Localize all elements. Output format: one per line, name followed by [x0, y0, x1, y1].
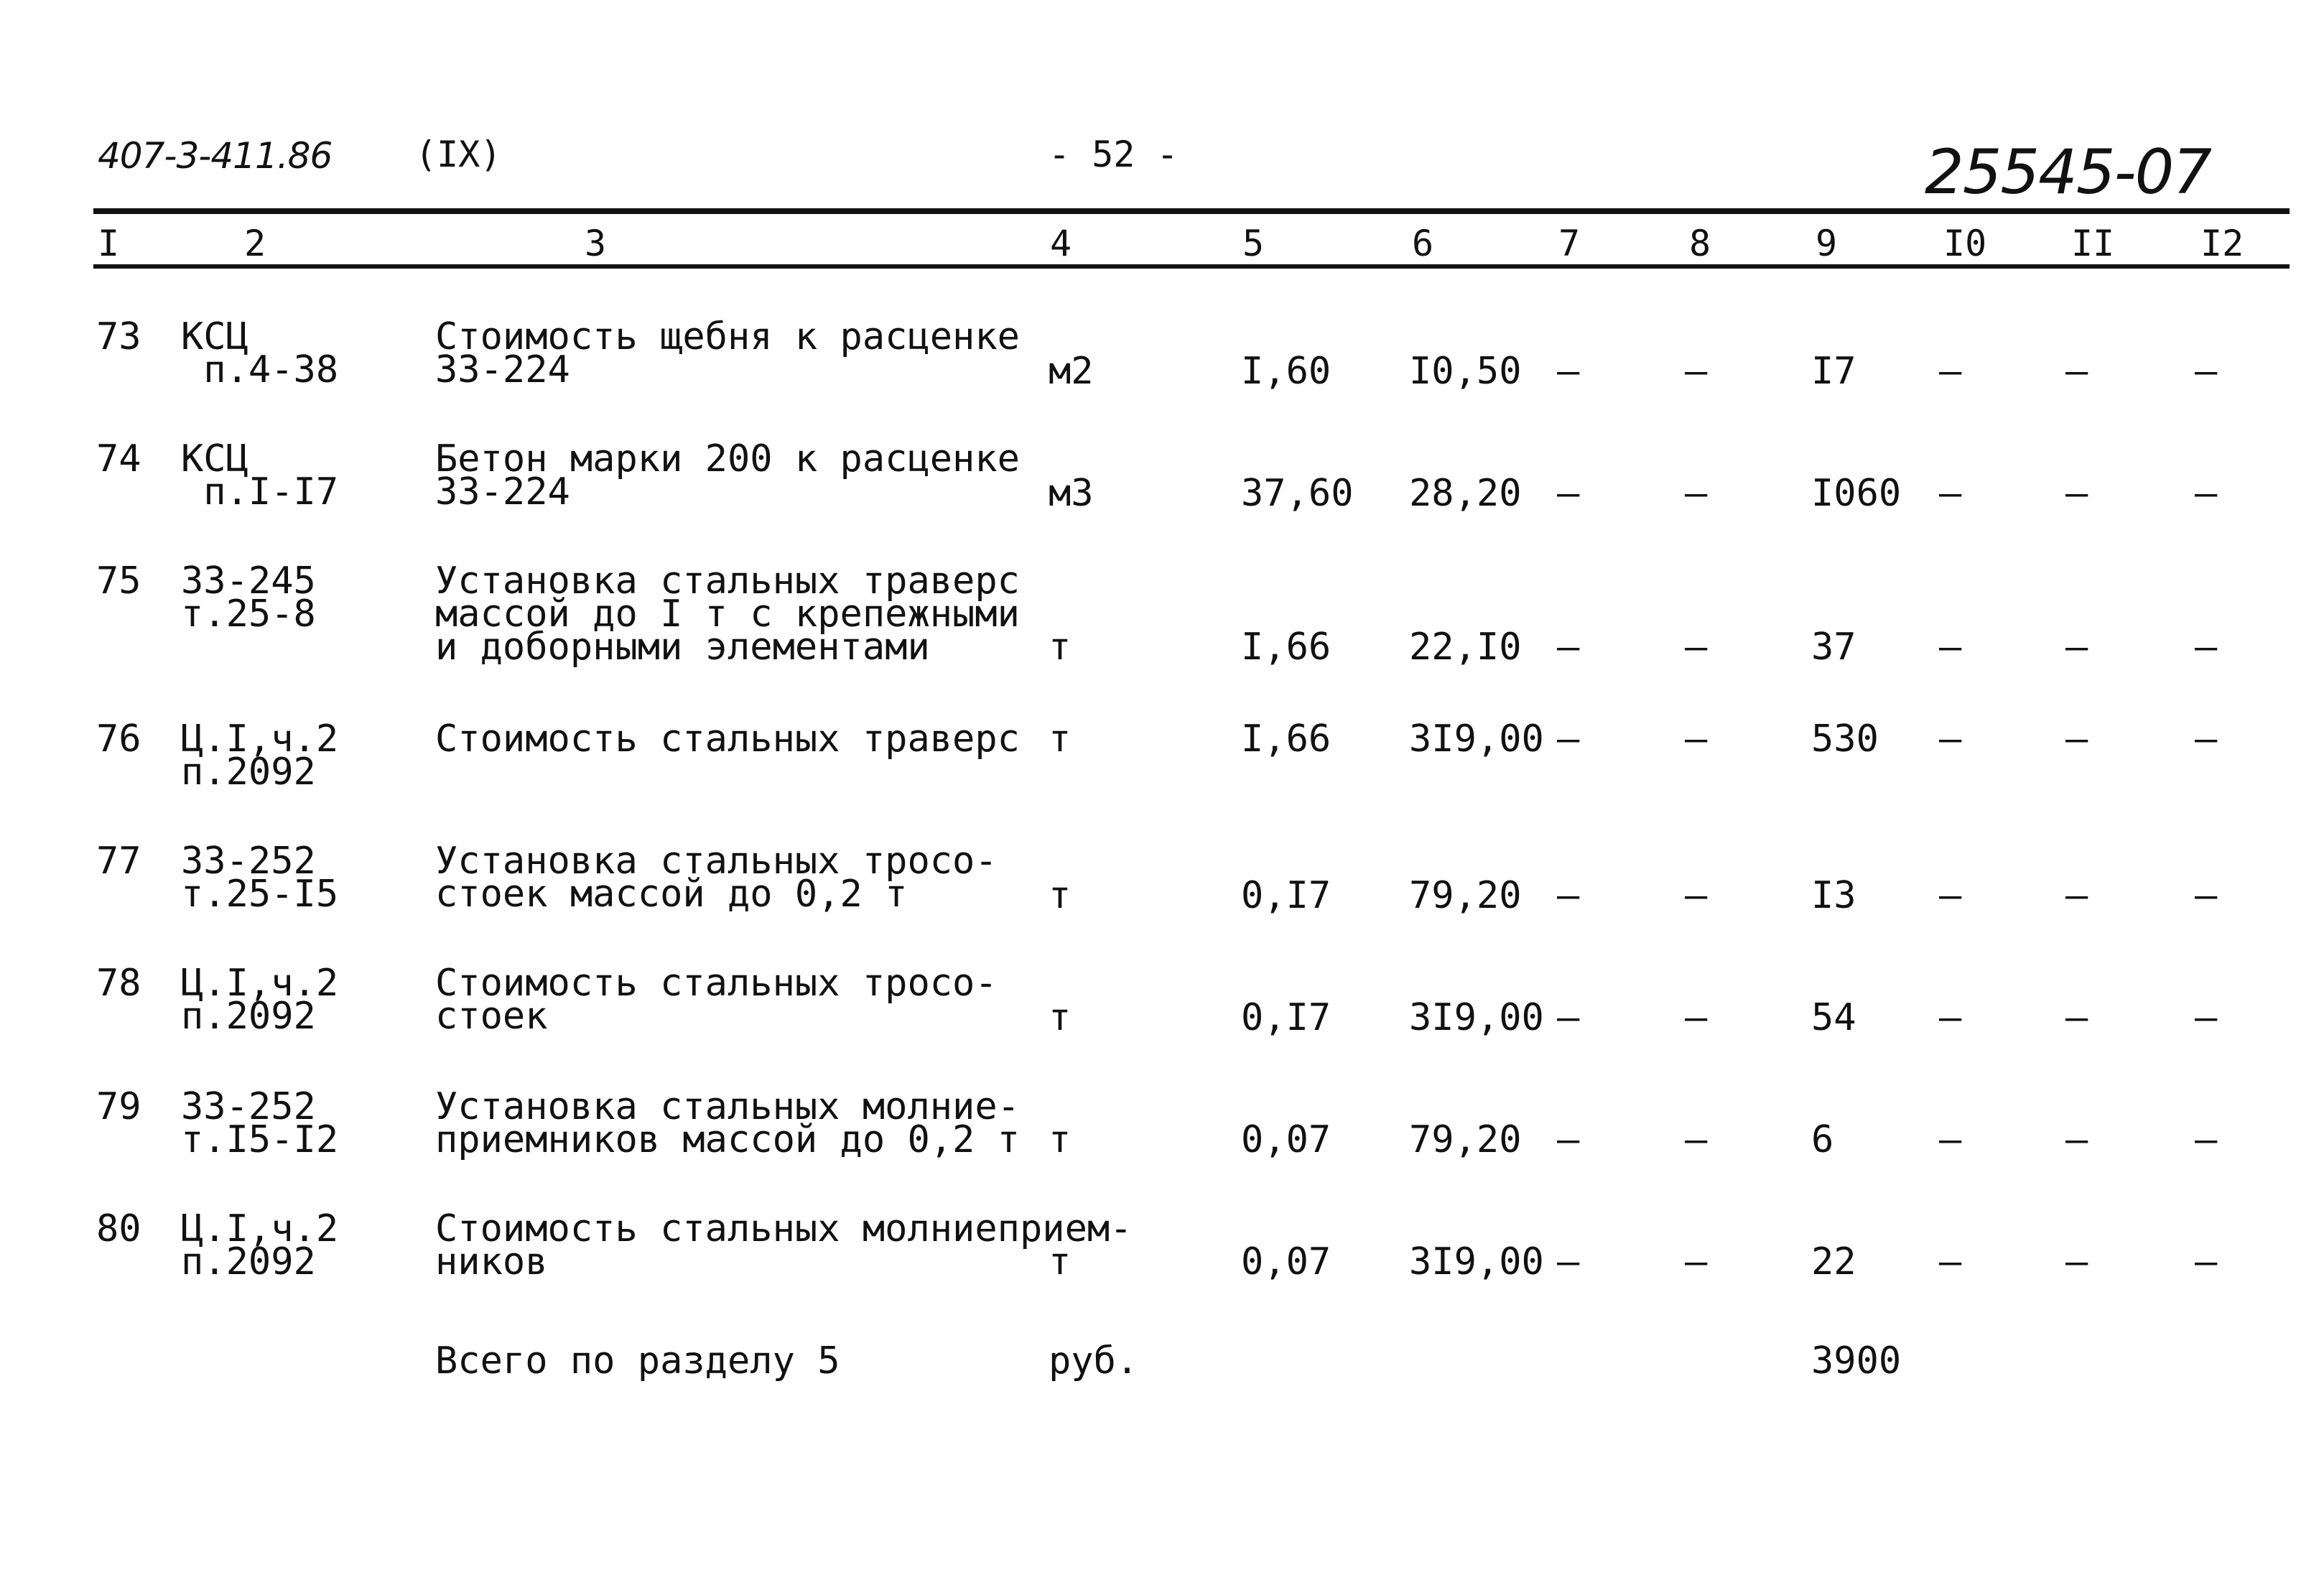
unit-price: 3I9,00	[1409, 996, 1544, 1039]
work-description: Установка стальных молние- приемников массой до 0,2 т	[435, 1085, 1020, 1161]
unit-price: 79,20	[1409, 1118, 1522, 1161]
column-8-dash: –	[1685, 996, 1708, 1039]
row-number: 73	[96, 315, 141, 358]
column-7-dash: –	[1557, 626, 1580, 669]
column-number: I0	[1943, 223, 1987, 264]
column-12-dash: –	[2195, 1240, 2218, 1283]
column-11-dash: –	[2065, 350, 2088, 393]
unit-of-measure: т	[1049, 1118, 1072, 1161]
total-cost: 22	[1811, 1240, 1856, 1283]
column-12-dash: –	[2195, 1118, 2218, 1161]
row-number: 80	[96, 1207, 141, 1250]
column-8-dash: –	[1685, 1118, 1708, 1161]
column-number: I2	[2200, 223, 2244, 264]
column-number: 4	[1050, 223, 1072, 264]
work-description: Стоимость стальных молниеприем- ников	[435, 1207, 1133, 1283]
column-12-dash: –	[2195, 626, 2218, 669]
column-number: 9	[1816, 223, 1838, 264]
quantity: 0,I7	[1241, 996, 1331, 1039]
quantity: 0,07	[1241, 1118, 1331, 1161]
column-10-dash: –	[1939, 874, 1962, 917]
quantity: I,66	[1241, 717, 1331, 761]
column-11-dash: –	[2065, 472, 2088, 515]
work-description: Стоимость щебня к расценке 33-224	[435, 315, 1020, 391]
work-description: Стоимость стальных траверс	[435, 717, 1020, 761]
rate-code: Ц.I,ч.2 п.2092	[181, 717, 339, 794]
column-7-dash: –	[1557, 472, 1580, 515]
rate-code: Ц.I,ч.2 п.2092	[181, 962, 339, 1038]
unit-of-measure: т	[1049, 717, 1072, 761]
column-8-dash: –	[1685, 1240, 1708, 1283]
column-8-dash: –	[1685, 717, 1708, 761]
total-cost: 6	[1811, 1118, 1834, 1161]
column-11-dash: –	[2065, 717, 2088, 761]
column-11-dash: –	[2065, 626, 2088, 669]
row-number: 78	[96, 962, 141, 1005]
unit-price: 3I9,00	[1409, 1240, 1544, 1283]
unit-price: 79,20	[1409, 874, 1522, 917]
quantity: 37,60	[1241, 472, 1354, 515]
rate-code: 33-252 т.25-I5	[181, 840, 339, 916]
quantity: I,66	[1241, 626, 1331, 669]
quantity: 0,07	[1241, 1240, 1331, 1283]
unit-of-measure: т	[1049, 996, 1072, 1039]
quantity: 0,I7	[1241, 874, 1331, 917]
unit-price: 28,20	[1409, 472, 1522, 515]
work-description: Установка стальных тросо- стоек массой до 0,2 т	[435, 840, 998, 916]
total-cost: I060	[1811, 472, 1902, 515]
total-cost: 54	[1811, 996, 1856, 1039]
total-cost: 37	[1811, 626, 1856, 669]
column-12-dash: –	[2195, 996, 2218, 1039]
column-10-dash: –	[1939, 996, 1962, 1039]
unit-price: 3I9,00	[1409, 717, 1544, 761]
unit-price: 22,I0	[1409, 626, 1522, 669]
row-number: 77	[96, 840, 141, 883]
column-7-dash: –	[1557, 717, 1580, 761]
column-number: 5	[1242, 223, 1265, 264]
page-number: - 52 -	[1049, 134, 1179, 175]
column-10-dash: –	[1939, 1118, 1962, 1161]
row-number: 74	[96, 437, 141, 480]
column-7-dash: –	[1557, 1240, 1580, 1283]
column-number: II	[2071, 223, 2115, 264]
column-number: 3	[585, 223, 607, 264]
inventory-number-handwritten: 25545-07	[1925, 136, 2211, 208]
rate-code: КСЦ п.4-38	[181, 315, 339, 391]
column-12-dash: –	[2195, 350, 2218, 393]
row-number: 75	[96, 559, 141, 603]
top-rule	[93, 208, 2290, 214]
column-10-dash: –	[1939, 472, 1962, 515]
column-7-dash: –	[1557, 350, 1580, 393]
quantity: I,60	[1241, 350, 1331, 393]
unit-of-measure: м3	[1049, 472, 1094, 515]
column-10-dash: –	[1939, 626, 1962, 669]
work-description: Стоимость стальных тросо- стоек	[435, 962, 998, 1038]
column-7-dash: –	[1557, 1118, 1580, 1161]
column-10-dash: –	[1939, 1240, 1962, 1283]
unit-of-measure: т	[1049, 626, 1072, 669]
total-cost: I7	[1811, 350, 1856, 393]
column-number: I	[98, 223, 120, 264]
rate-code: Ц.I,ч.2 п.2092	[181, 1207, 339, 1283]
summary-total: 3900	[1811, 1339, 1902, 1383]
column-number: 8	[1689, 223, 1711, 264]
column-7-dash: –	[1557, 874, 1580, 917]
summary-unit: руб.	[1049, 1339, 1139, 1383]
total-cost: I3	[1811, 874, 1856, 917]
rate-code: КСЦ п.I-I7	[181, 437, 339, 514]
column-8-dash: –	[1685, 472, 1708, 515]
column-number: 7	[1558, 223, 1581, 264]
section-number: (IX)	[415, 134, 502, 175]
header-rule	[93, 264, 2290, 269]
column-12-dash: –	[2195, 874, 2218, 917]
column-7-dash: –	[1557, 996, 1580, 1039]
column-8-dash: –	[1685, 350, 1708, 393]
column-8-dash: –	[1685, 626, 1708, 669]
unit-of-measure: т	[1049, 1240, 1072, 1283]
rate-code: 33-252 т.I5-I2	[181, 1085, 339, 1161]
unit-of-measure: т	[1049, 874, 1072, 917]
column-number: 2	[244, 223, 266, 264]
work-description: Установка стальных траверс массой до I т с крепежными и доборными элементами	[435, 559, 1020, 669]
column-8-dash: –	[1685, 874, 1708, 917]
unit-price: I0,50	[1409, 350, 1522, 393]
document-code: 407-3-411.86	[98, 135, 333, 177]
row-number: 76	[96, 717, 141, 761]
total-cost: 530	[1811, 717, 1879, 761]
column-11-dash: –	[2065, 996, 2088, 1039]
column-12-dash: –	[2195, 717, 2218, 761]
work-description: Бетон марки 200 к расценке 33-224	[435, 437, 1020, 514]
column-11-dash: –	[2065, 1118, 2088, 1161]
summary-label: Всего по разделу 5	[435, 1339, 840, 1383]
unit-of-measure: м2	[1049, 350, 1094, 393]
row-number: 79	[96, 1085, 141, 1128]
column-10-dash: –	[1939, 350, 1962, 393]
rate-code: 33-245 т.25-8	[181, 559, 316, 636]
column-11-dash: –	[2065, 874, 2088, 917]
column-11-dash: –	[2065, 1240, 2088, 1283]
column-10-dash: –	[1939, 717, 1962, 761]
column-12-dash: –	[2195, 472, 2218, 515]
column-number: 6	[1412, 223, 1434, 264]
